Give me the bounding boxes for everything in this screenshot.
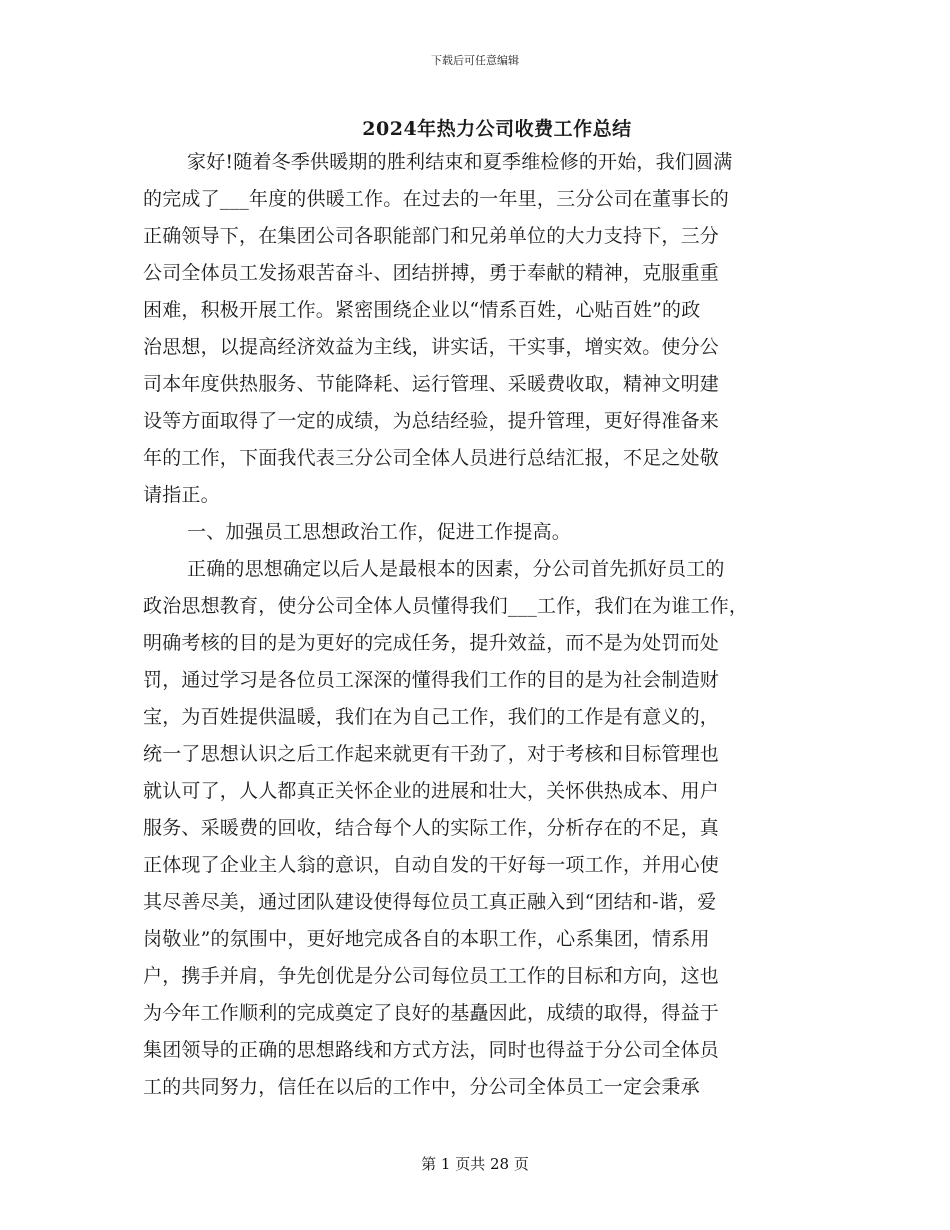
- body-text-line: 年的工作，下面我代表三分公司全体人员进行总结汇报，不足之处敬: [143, 447, 720, 469]
- body-text-line: 正体现了企业主人翁的意识，自动自发的干好每一项工作，并用心使: [143, 854, 720, 876]
- body-text-line: 的完成了___年度的供暖工作。在过去的一年里，三分公司在董事长的: [143, 188, 729, 210]
- body-text-line: 集团领导的正确的思想路线和方式方法，同时也得益于分公司全体员: [143, 1039, 720, 1061]
- page-header-note: 下载后可任意编辑: [431, 54, 519, 67]
- body-text-line: 公司全体员工发扬艰苦奋斗、团结拼搏，勇于奉献的精神，克服重重: [143, 262, 720, 284]
- body-text-line: 服务、采暖费的回收，结合每个人的实际工作，分析存在的不足，真: [143, 817, 720, 839]
- body-text-line: 正确领导下，在集团公司各职能部门和兄弟单位的大力支持下，三分: [143, 225, 720, 247]
- document-title: 2024年热力公司收费工作总结: [362, 118, 632, 140]
- body-text-line: 设等方面取得了一定的成绩，为总结经验，提升管理，更好得准备来: [143, 410, 720, 432]
- body-text-line: 工的共同努力，信任在以后的工作中，分公司全体员工一定会秉承: [143, 1076, 700, 1098]
- body-text-line: 明确考核的目的是为更好的完成任务，提升效益，而不是为处罚而处: [143, 632, 720, 654]
- body-text-line: 政治思想教育，使分公司全体人员懂得我们___工作，我们在为谁工作，: [143, 595, 749, 617]
- body-text-line: 其尽善尽美，通过团队建设使得每位员工真正融入到“团结和-谐，爱: [143, 891, 717, 913]
- body-text-line: 宝，为百姓提供温暖，我们在为自己工作，我们的工作是有意义的，: [143, 706, 720, 728]
- body-text-line: 治思想，以提高经济效益为主线，讲实话，干实事，增实效。使分公: [143, 336, 720, 358]
- body-text-line: 罚，通过学习是各位员工深深的懂得我们工作的目的是为社会制造财: [143, 669, 720, 691]
- body-text-line: 户，携手并肩，争先创优是分公司每位员工工作的目标和方向，这也: [143, 965, 720, 987]
- body-text-line: 正确的思想确定以后人是最根本的因素，分公司首先抓好员工的: [187, 558, 725, 580]
- body-text-line: 司本年度供热服务、节能降耗、运行管理、采暖费收取，精神文明建: [143, 373, 720, 395]
- body-text-line: 就认可了，人人都真正关怀企业的进展和壮大，关怀供热成本、用户: [143, 780, 720, 802]
- body-text-line: 困难，积极开展工作。紧密围绕企业以“情系百姓，心贴百姓”的政: [143, 299, 701, 321]
- body-text-line: 统一了思想认识之后工作起来就更有干劲了，对于考核和目标管理也: [143, 743, 720, 765]
- body-text-line: 家好!随着冬季供暖期的胜利结束和夏季维检修的开始，我们圆满: [187, 151, 733, 173]
- document-body: [143, 144, 823, 1106]
- body-text-line: 请指正。: [143, 484, 220, 506]
- body-text-line: 岗敬业”的氛围中，更好地完成各自的本职工作，心系集团，情系用: [143, 928, 710, 950]
- body-text-line: 为今年工作顺利的完成奠定了良好的基矗因此，成绩的取得，得益于: [143, 1002, 720, 1024]
- page-footer-page-number: 第 1 页共 28 页: [421, 1155, 529, 1173]
- body-text-line: 一、加强员工思想政治工作，促进工作提高。: [187, 521, 572, 543]
